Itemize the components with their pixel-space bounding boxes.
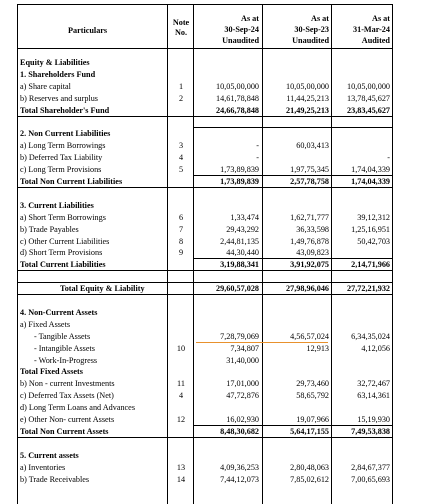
- row-divider: [17, 282, 393, 283]
- row-value-col1: 1,73,89,839: [220, 165, 259, 175]
- row-value-col3: 32,72,467: [357, 379, 390, 389]
- row-value-col1: 10,05,00,000: [216, 81, 259, 91]
- row-note: 13: [176, 462, 186, 472]
- row-label: 2. Non Current Liabilities: [20, 129, 111, 139]
- row-label: e) Other Non- current Assets: [20, 415, 115, 424]
- row-value-col3: 23,83,45,627: [347, 105, 390, 115]
- row-value-col1: 44,30,440: [226, 248, 259, 258]
- row-note: 5: [178, 165, 184, 175]
- row-value-col3: 15,19,930: [357, 415, 390, 424]
- grid-line-left: [17, 4, 18, 504]
- row-value-col2: 43,09,823: [296, 248, 329, 258]
- row-label: 1. Shareholders Fund: [20, 69, 96, 79]
- row-value-col3: 13,78,45,627: [347, 93, 390, 103]
- row-label: b) Deferred Tax Liability: [20, 153, 103, 163]
- row-value-col3: 39,12,312: [357, 212, 390, 222]
- row-value-col2: 58,65,792: [296, 391, 329, 401]
- row-note: 4: [178, 391, 184, 401]
- row-value-col2: 36,33,598: [296, 224, 329, 234]
- row-value-col2: 1,49,76,878: [290, 236, 329, 246]
- row-value-col3: 1,25,16,951: [351, 224, 390, 234]
- row-note: 11: [177, 379, 185, 389]
- row-value-col3: -: [387, 153, 390, 163]
- row-label: - Work-In-Progress: [34, 355, 98, 365]
- header-particulars: Particulars: [68, 26, 108, 35]
- row-label: c) Deferred Tax Assets (Net): [20, 391, 114, 401]
- row-note: 7: [178, 224, 184, 234]
- header-note-line1: Note: [172, 18, 190, 27]
- row-value-col1: 47,72,876: [226, 391, 259, 401]
- row-value-col1: 29,43,292: [226, 224, 259, 234]
- row-value-col1: 14,61,78,848: [216, 93, 259, 103]
- grid-line-right: [392, 4, 393, 504]
- highlight-underline: [196, 342, 328, 344]
- row-value-col1: 7,44,12,073: [220, 474, 259, 484]
- row-value-col2: 1,97,75,345: [290, 165, 329, 175]
- row-value-col3: 2,14,71,966: [351, 260, 390, 270]
- header-col2-line3: Unaudited: [292, 36, 329, 45]
- row-value-col2: 1,62,71,777: [290, 212, 329, 222]
- row-note: 10: [176, 343, 186, 353]
- row-divider: [194, 425, 392, 426]
- row-value-col3: 7,00,65,693: [351, 474, 390, 484]
- row-value-col3: 10,05,00,000: [347, 81, 390, 91]
- row-note: 4: [178, 153, 184, 163]
- row-label: a) Fixed Assets: [20, 319, 71, 329]
- row-label: Total Non Current Liabilities: [20, 177, 123, 186]
- grid-line-header-bottom: [17, 48, 393, 49]
- row-value-col3: 27,72,21,932: [347, 284, 390, 294]
- row-value-col1: 1,33,474: [230, 212, 259, 222]
- row-value-col1: 7,34,807: [230, 343, 259, 353]
- row-value-col3: 7,49,53,838: [351, 426, 390, 436]
- row-value-col1: 17,01,000: [226, 379, 259, 389]
- row-value-col1: -: [256, 153, 259, 163]
- row-value-col3: 2,84,67,377: [351, 462, 390, 472]
- row-value-col1: 24,66,78,848: [216, 105, 259, 115]
- row-value-col3: 63,14,361: [357, 391, 390, 401]
- row-value-col1: 16,02,930: [226, 415, 259, 424]
- header-col3-line2: 31-Mar-24: [353, 25, 390, 34]
- row-label: a) Share capital: [20, 81, 71, 91]
- row-divider: [194, 258, 392, 259]
- row-note: 8: [178, 236, 184, 246]
- row-value-col3: 1,74,04,339: [351, 177, 390, 186]
- row-label: a) Long Term Borrowings: [20, 141, 106, 151]
- row-label: d) Long Term Loans and Advances: [20, 403, 136, 413]
- row-label: - Tangible Assets: [34, 331, 91, 341]
- header-col1-line3: Unaudited: [222, 36, 259, 45]
- row-divider: [194, 127, 392, 128]
- row-value-col2: 3,91,92,075: [290, 260, 329, 270]
- row-value-col2: 21,49,25,213: [286, 105, 329, 115]
- row-label: Total Shareholder's Fund: [20, 105, 110, 115]
- row-divider: [17, 270, 393, 271]
- row-value-col1: -: [256, 141, 259, 151]
- header-col1-line1: As at: [241, 14, 259, 23]
- row-note: 14: [176, 474, 186, 484]
- row-value-col1: 1,73,89,839: [220, 177, 259, 186]
- row-label: b) Non - current Investments: [20, 379, 115, 389]
- row-label: 5. Current assets: [20, 450, 79, 460]
- grid-line-col2-right: [331, 4, 332, 504]
- row-note: 2: [178, 93, 184, 103]
- header-col3-line1: As at: [372, 14, 390, 23]
- row-value-col1: 31,40,000: [226, 355, 259, 365]
- row-value-col2: 19,07,966: [296, 415, 329, 424]
- row-note: 3: [178, 141, 184, 151]
- row-value-col1: 8,48,30,682: [220, 426, 259, 436]
- row-value-col2: 2,80,48,063: [290, 462, 329, 472]
- row-value-col2: 4,56,57,024: [290, 331, 329, 341]
- header-col2-line1: As at: [311, 14, 329, 23]
- row-label: Total Non Current Assets: [20, 426, 109, 436]
- row-divider: [17, 294, 393, 295]
- row-value-col2: 60,03,413: [296, 141, 329, 151]
- row-divider: [194, 175, 392, 176]
- row-label: Total Fixed Assets: [20, 367, 83, 377]
- row-value-col1: 2,44,81,135: [220, 236, 259, 246]
- row-label: c) Other Current Liabilities: [20, 236, 110, 246]
- row-value-col3: 6,34,35,024: [351, 331, 390, 341]
- row-note: 9: [178, 248, 184, 258]
- row-divider: [17, 437, 393, 438]
- row-label: Equity & Liabilities: [20, 58, 90, 67]
- row-label: c) Long Term Provisions: [20, 165, 102, 175]
- row-label: Total Current Liabilities: [20, 260, 106, 270]
- header-col3-line3: Audited: [361, 36, 390, 45]
- row-label: 4. Non-Current Assets: [20, 307, 98, 317]
- row-label: 3. Current Liabilities: [20, 200, 94, 210]
- row-label: - Intangible Assets: [34, 343, 95, 353]
- row-value-col2: 29,73,460: [296, 379, 329, 389]
- row-value-col2: 7,85,02,612: [290, 474, 329, 484]
- row-note: 12: [176, 415, 186, 424]
- row-label: b) Trade Payables: [20, 224, 79, 234]
- row-value-col2: 2,57,78,758: [290, 177, 329, 186]
- row-divider: [17, 116, 393, 117]
- header-col1-line2: 30-Sep-24: [224, 25, 259, 34]
- row-value-col1: 4,09,36,253: [220, 462, 259, 472]
- row-value-col3: 4,12,056: [361, 343, 390, 353]
- row-value-col3: 1,74,04,339: [351, 165, 390, 175]
- row-value-col3: 50,42,703: [357, 236, 390, 246]
- row-label: b) Trade Receivables: [20, 474, 90, 484]
- row-label: a) Inventories: [20, 462, 66, 472]
- grid-line-top: [17, 4, 393, 5]
- row-value-col2: 12,913: [306, 343, 329, 353]
- row-value-col2: 5,64,17,155: [290, 426, 329, 436]
- row-label: d) Short Term Provisions: [20, 248, 103, 258]
- row-value-col1: 29,60,57,028: [216, 284, 259, 294]
- header-note-line2: No.: [174, 28, 188, 37]
- row-value-col2: 11,44,25,213: [286, 93, 329, 103]
- row-value-col2: 10,05,00,000: [286, 81, 329, 91]
- row-divider: [17, 187, 393, 188]
- row-label: Total Equity & Liability: [60, 284, 145, 294]
- row-note: 6: [178, 212, 184, 222]
- row-label: b) Reserves and surplus: [20, 93, 98, 103]
- row-label: a) Short Term Borrowings: [20, 212, 106, 222]
- row-note: 1: [178, 81, 184, 91]
- header-col2-line2: 30-Sep-23: [294, 25, 329, 34]
- row-value-col1: 7,28,79,069: [220, 331, 259, 341]
- row-value-col1: 3,19,88,341: [220, 260, 259, 270]
- row-value-col2: 27,98,96,046: [286, 284, 329, 294]
